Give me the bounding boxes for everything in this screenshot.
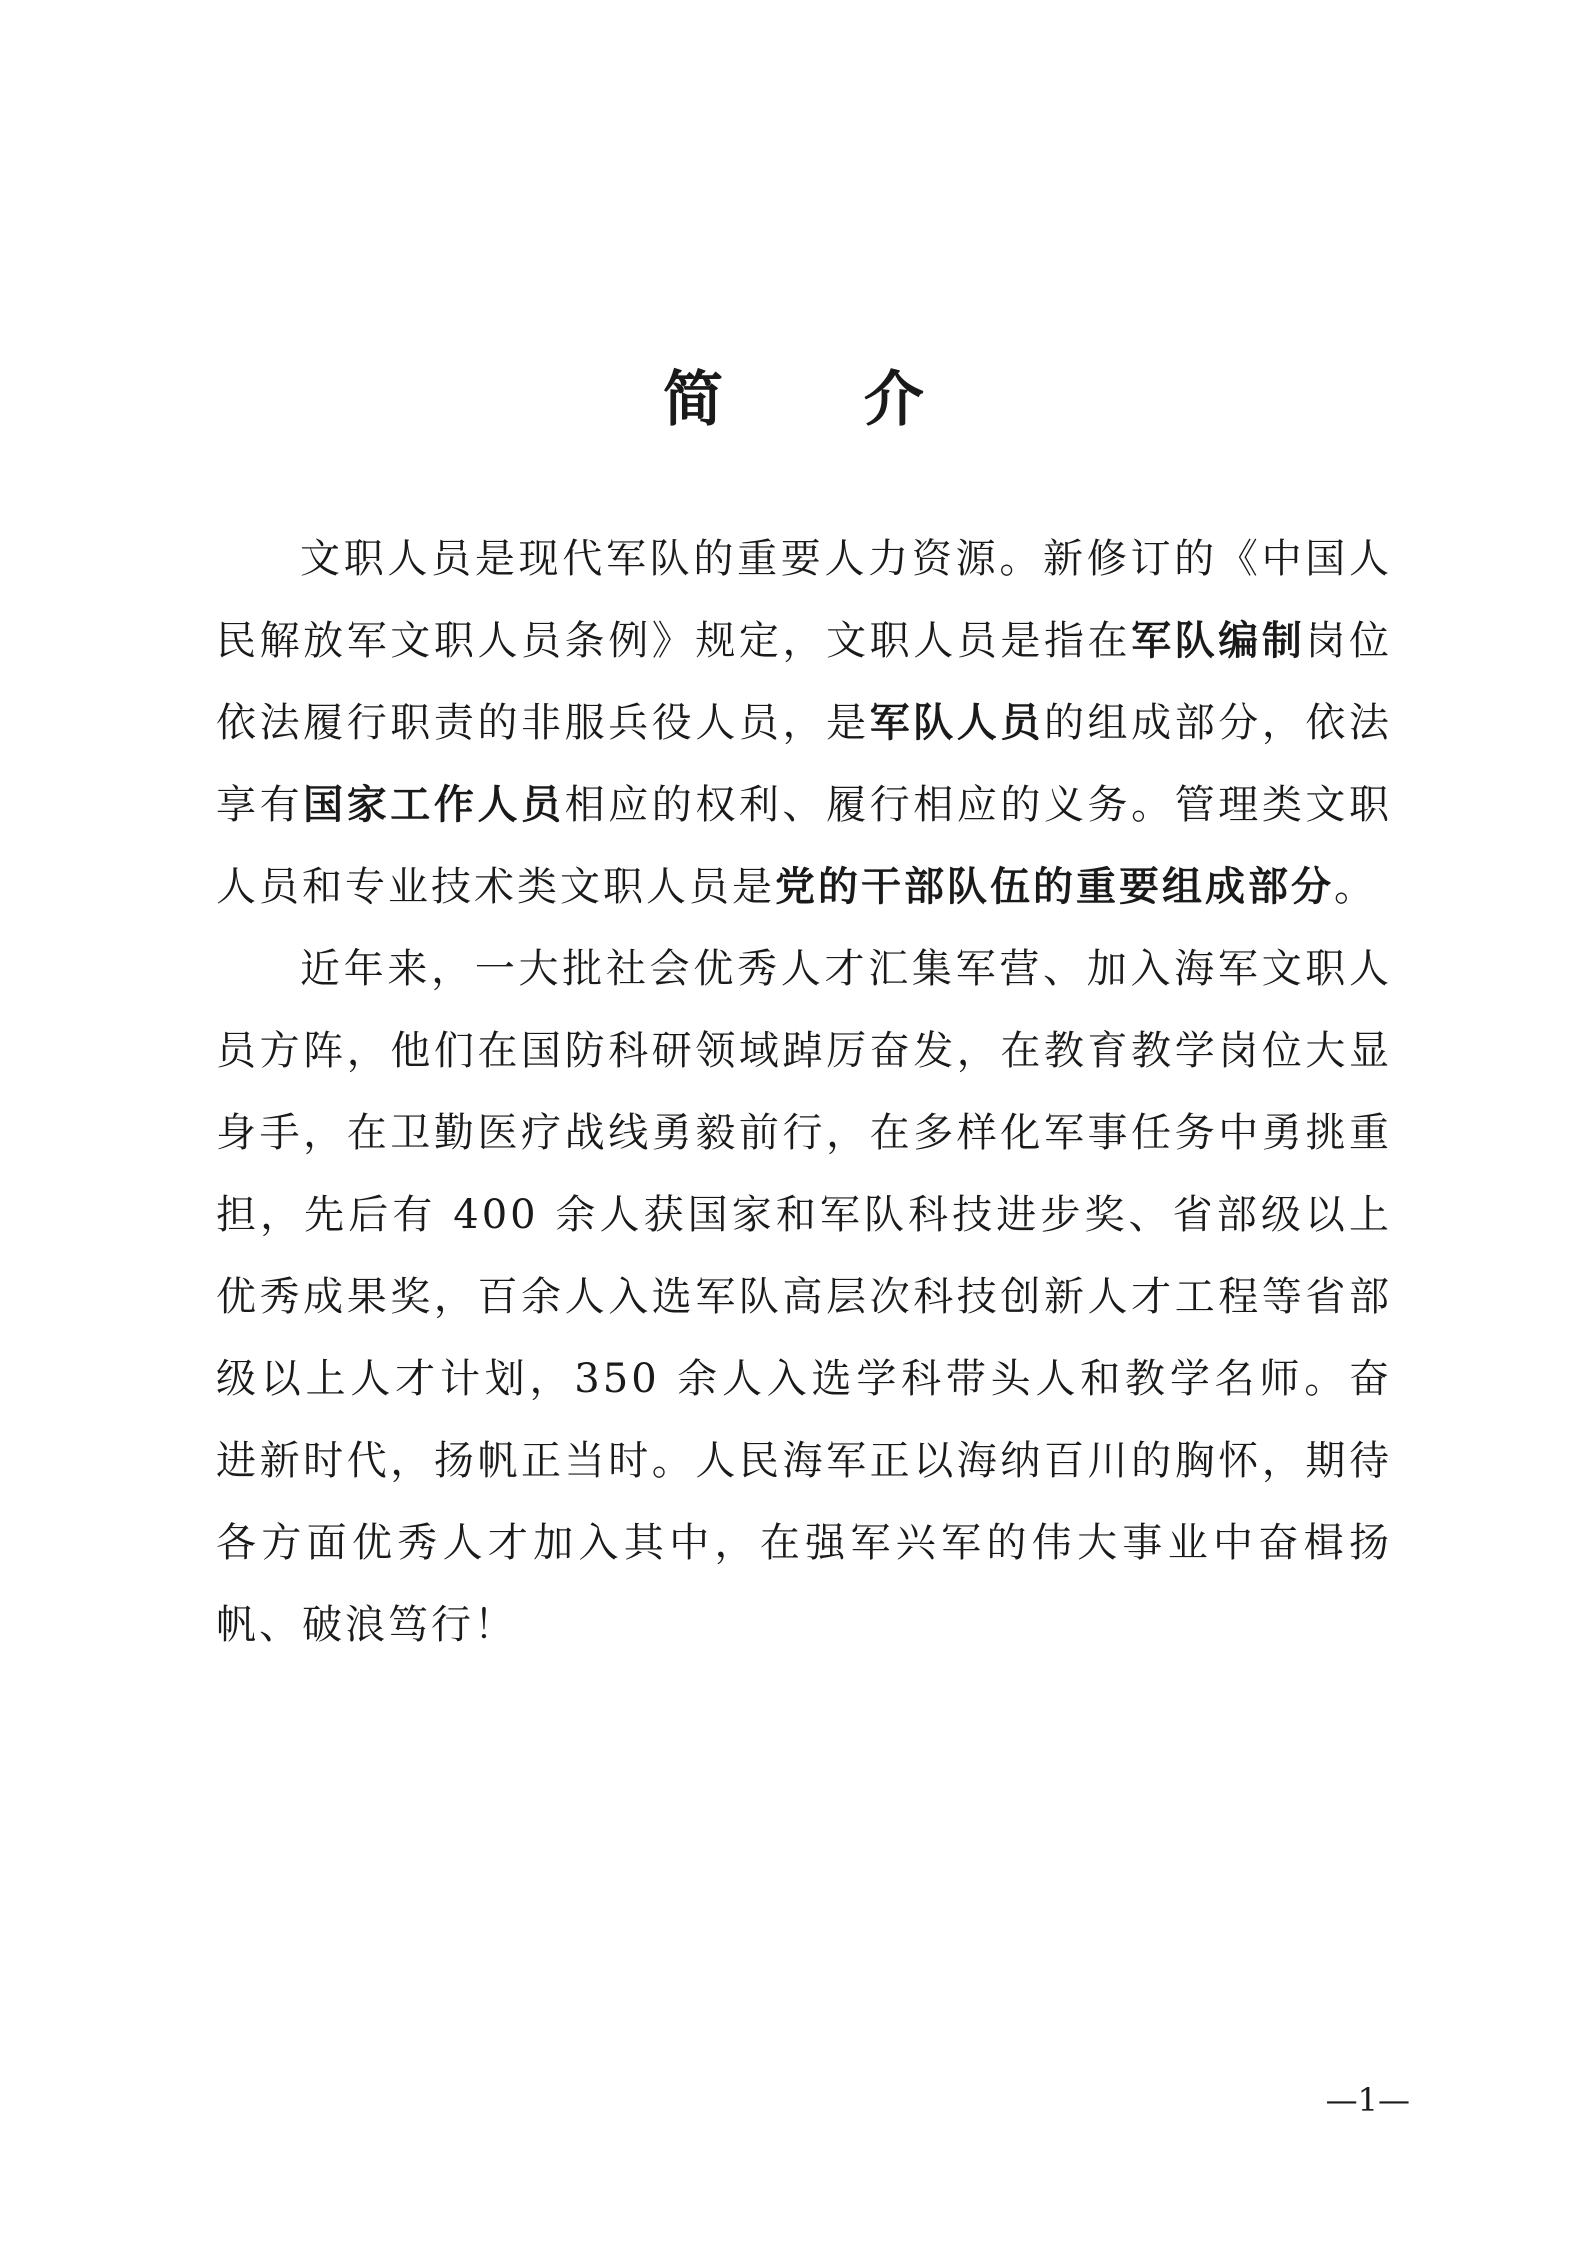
paragraph-1-text-5: 。	[1334, 864, 1377, 910]
paragraph-1	[216, 518, 1392, 928]
paragraph-1-text-1: 文职人员是现代军队的重要人力资源。新修订的《中国人民解放军文职人员条例》规定，文职人员是指在	[216, 536, 1392, 664]
document-body	[216, 518, 1392, 1666]
page-title: 简 介	[663, 365, 984, 435]
emphasis-party-cadre: 党的干部队伍的重要组成部分	[775, 864, 1334, 910]
paragraph-1-text-2: 岗位依法履行职责的非服兵役人员，是	[216, 618, 1393, 746]
paragraph-2: 近年来，一大批社会优秀人才汇集军营、加入海军文职人员方阵，他们在国防科研领域踔厉奋发，在教育教学岗位大显身手，在卫勤医疗战线勇毅前行，在多样化军事任务中勇挑重担，先后有 400 余人获国家和军队科技进步奖、省部级以上优秀成果奖，百余人入选军队高层次科技创新人才工程等省部级以上人才计划，350 余人入选学科带头人和教学名师。奋进新时代，扬帆正当时。人民海军正以海纳百川的胸怀，期待各方面优秀人才加入其中，在强军兴军的伟大事业中奋楫扬帆、破浪笃行！	[216, 946, 1392, 1648]
emphasis-military-establishment: 军队编制	[1131, 618, 1306, 664]
paragraph-1-text-3: 的组成部分，依法享有	[216, 700, 1393, 828]
page-number: —1—	[1325, 2081, 1410, 2119]
emphasis-state-functionaries: 国家工作人员	[303, 782, 565, 828]
paragraph-1-text-4: 相应的权利、履行相应的义务。管理类文职人员和专业技术类文职人员是	[216, 782, 1393, 910]
emphasis-military-personnel: 军队人员	[869, 700, 1044, 746]
